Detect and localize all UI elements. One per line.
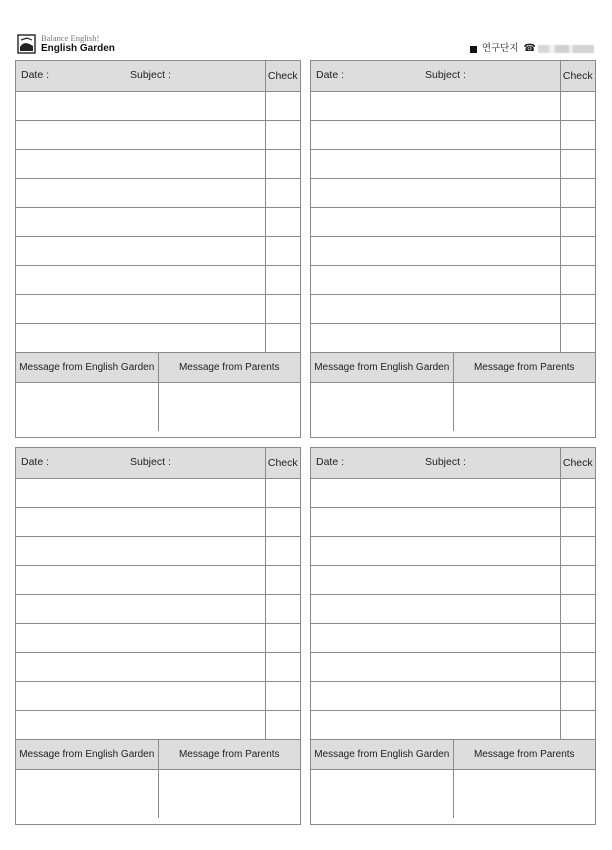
check-box[interactable] xyxy=(265,236,300,265)
assignment-entry-field[interactable] xyxy=(311,565,560,594)
assignment-entry-field[interactable] xyxy=(311,536,560,565)
subject-label: Subject : xyxy=(425,69,466,82)
check-box[interactable] xyxy=(560,681,595,710)
assignment-entry-field[interactable] xyxy=(16,91,265,120)
assignment-row xyxy=(16,265,300,294)
assignment-entry-field[interactable] xyxy=(16,710,265,739)
message-body-row xyxy=(16,383,300,431)
assignment-entry-field[interactable] xyxy=(16,623,265,652)
msg-garden-label: Message from English Garden xyxy=(16,353,158,383)
message-body-row xyxy=(311,383,595,431)
assignment-entry-field[interactable] xyxy=(16,652,265,681)
assignment-row xyxy=(311,681,595,710)
assignment-entry-field[interactable] xyxy=(16,265,265,294)
check-box[interactable] xyxy=(265,565,300,594)
assignment-entry-field[interactable] xyxy=(311,120,560,149)
check-label: Check xyxy=(560,61,595,91)
subject-label: Subject : xyxy=(425,456,466,469)
assignment-entry-field[interactable] xyxy=(311,294,560,323)
msg-parents-label: Message from Parents xyxy=(158,740,300,770)
check-label: Check xyxy=(560,448,595,478)
check-box[interactable] xyxy=(265,178,300,207)
logo-book-icon xyxy=(17,34,36,54)
assignment-row xyxy=(311,294,595,323)
date-label: Date : xyxy=(316,69,345,82)
check-box[interactable] xyxy=(560,149,595,178)
logo-tagline: Balance English! xyxy=(41,33,100,43)
assignment-entry-field[interactable] xyxy=(311,323,560,352)
assignment-row xyxy=(16,120,300,149)
check-box[interactable] xyxy=(265,507,300,536)
msg-garden-label: Message from English Garden xyxy=(16,740,158,770)
msg-garden-field[interactable] xyxy=(16,770,158,818)
assignment-row xyxy=(16,178,300,207)
check-box[interactable] xyxy=(560,478,595,507)
check-box[interactable] xyxy=(560,594,595,623)
assignment-row xyxy=(311,120,595,149)
message-header-row xyxy=(16,353,300,383)
phone-icon: ☎ xyxy=(523,43,536,54)
check-box[interactable] xyxy=(560,623,595,652)
assignment-row xyxy=(311,149,595,178)
msg-parents-field[interactable] xyxy=(158,770,300,818)
homework-sheet-top-left xyxy=(15,60,301,438)
check-box[interactable] xyxy=(560,265,595,294)
check-label: Check xyxy=(265,448,300,478)
assignment-row xyxy=(16,478,300,507)
check-box[interactable] xyxy=(560,710,595,739)
check-box[interactable] xyxy=(265,536,300,565)
date-label: Date : xyxy=(21,456,50,469)
check-box[interactable] xyxy=(265,681,300,710)
assignment-row xyxy=(311,323,595,352)
msg-garden-label: Message from English Garden xyxy=(311,740,453,770)
contact-info xyxy=(470,43,594,55)
assignment-row xyxy=(311,265,595,294)
assignment-row xyxy=(16,565,300,594)
assignment-row xyxy=(16,323,300,352)
assignment-table xyxy=(311,448,595,740)
message-table xyxy=(16,740,300,818)
check-box[interactable] xyxy=(560,91,595,120)
subject-label: Subject : xyxy=(130,456,171,469)
msg-parents-label: Message from Parents xyxy=(158,353,300,383)
msg-parents-label: Message from Parents xyxy=(453,353,595,383)
date-label: Date : xyxy=(316,456,345,469)
check-box[interactable] xyxy=(560,652,595,681)
check-box[interactable] xyxy=(265,594,300,623)
assignment-row xyxy=(16,91,300,120)
assignment-entry-field[interactable] xyxy=(311,594,560,623)
assignment-entry-field[interactable] xyxy=(16,536,265,565)
check-box[interactable] xyxy=(560,207,595,236)
logo-title: English Garden xyxy=(41,43,115,54)
msg-garden-label: Message from English Garden xyxy=(311,353,453,383)
check-box[interactable] xyxy=(560,536,595,565)
assignment-entry-field[interactable] xyxy=(311,623,560,652)
assignment-entry-field[interactable] xyxy=(311,265,560,294)
message-header-row xyxy=(311,740,595,770)
assignment-table xyxy=(16,61,300,353)
assignment-row xyxy=(311,623,595,652)
assignment-row xyxy=(16,594,300,623)
check-box[interactable] xyxy=(560,178,595,207)
message-table xyxy=(311,740,595,818)
assignment-entry-field[interactable] xyxy=(311,91,560,120)
assignment-header-row xyxy=(311,61,595,91)
assignment-entry-field[interactable] xyxy=(16,149,265,178)
assignment-row xyxy=(311,178,595,207)
assignment-row xyxy=(311,207,595,236)
assignment-row xyxy=(311,565,595,594)
assignment-entry-field[interactable] xyxy=(16,565,265,594)
assignment-row xyxy=(16,507,300,536)
assignment-entry-field[interactable] xyxy=(16,207,265,236)
assignment-row xyxy=(311,478,595,507)
check-box[interactable] xyxy=(265,265,300,294)
assignment-row xyxy=(16,652,300,681)
check-box[interactable] xyxy=(265,91,300,120)
check-box[interactable] xyxy=(265,207,300,236)
assignment-row xyxy=(311,652,595,681)
assignment-entry-field[interactable] xyxy=(311,478,560,507)
message-body-row xyxy=(311,770,595,818)
homework-sheet-top-right xyxy=(310,60,596,438)
assignment-entry-field[interactable] xyxy=(16,323,265,352)
assignment-entry-field[interactable] xyxy=(311,207,560,236)
assignment-entry-field[interactable] xyxy=(16,294,265,323)
check-box[interactable] xyxy=(560,323,595,352)
assignment-row xyxy=(16,294,300,323)
msg-garden-field[interactable] xyxy=(311,770,453,818)
assignment-entry-field[interactable] xyxy=(311,178,560,207)
msg-parents-field[interactable] xyxy=(453,770,595,818)
assignment-table xyxy=(16,448,300,740)
check-box[interactable] xyxy=(560,507,595,536)
assignment-entry-field[interactable] xyxy=(16,507,265,536)
subject-label: Subject : xyxy=(130,69,171,82)
check-box[interactable] xyxy=(265,149,300,178)
msg-parents-label: Message from Parents xyxy=(453,740,595,770)
assignment-row xyxy=(16,623,300,652)
check-box[interactable] xyxy=(265,478,300,507)
assignment-row xyxy=(311,507,595,536)
assignment-row xyxy=(16,536,300,565)
assignment-row xyxy=(16,207,300,236)
logo xyxy=(17,33,117,57)
msg-parents-field[interactable] xyxy=(158,383,300,431)
page-header xyxy=(0,0,612,60)
date-label: Date : xyxy=(21,69,50,82)
assignment-row xyxy=(16,710,300,739)
message-table xyxy=(16,353,300,431)
assignment-entry-field[interactable] xyxy=(16,178,265,207)
assignment-entry-field[interactable] xyxy=(16,478,265,507)
homework-sheet-bottom-right xyxy=(310,447,596,825)
assignment-header-row xyxy=(16,61,300,91)
check-box[interactable] xyxy=(560,294,595,323)
assignment-table xyxy=(311,61,595,353)
assignment-row xyxy=(311,536,595,565)
check-box[interactable] xyxy=(265,710,300,739)
contact-label: 연구단지 xyxy=(481,43,519,54)
check-box[interactable] xyxy=(265,652,300,681)
check-box[interactable] xyxy=(265,323,300,352)
assignment-row xyxy=(16,236,300,265)
message-header-row xyxy=(16,740,300,770)
check-box[interactable] xyxy=(265,623,300,652)
assignment-header-row xyxy=(16,448,300,478)
check-label: Check xyxy=(265,61,300,91)
assignment-entry-field[interactable] xyxy=(16,681,265,710)
assignment-row xyxy=(311,91,595,120)
assignment-row xyxy=(16,149,300,178)
msg-garden-field[interactable] xyxy=(311,383,453,431)
check-box[interactable] xyxy=(560,565,595,594)
check-box[interactable] xyxy=(265,120,300,149)
check-box[interactable] xyxy=(560,236,595,265)
assignment-row xyxy=(311,236,595,265)
homework-sheet-bottom-left xyxy=(15,447,301,825)
assignment-row xyxy=(311,594,595,623)
assignment-entry-field[interactable] xyxy=(16,236,265,265)
assignment-entry-field[interactable] xyxy=(16,594,265,623)
assignment-entry-field[interactable] xyxy=(311,507,560,536)
check-box[interactable] xyxy=(560,120,595,149)
check-box[interactable] xyxy=(265,294,300,323)
assignment-entry-field[interactable] xyxy=(311,681,560,710)
message-header-row xyxy=(311,353,595,383)
msg-garden-field[interactable] xyxy=(16,383,158,431)
square-bullet-icon xyxy=(470,46,477,53)
assignment-row xyxy=(311,710,595,739)
redacted-phone-number xyxy=(538,45,594,53)
assignment-entry-field[interactable] xyxy=(311,149,560,178)
assignment-entry-field[interactable] xyxy=(311,236,560,265)
msg-parents-field[interactable] xyxy=(453,383,595,431)
assignment-header-row xyxy=(311,448,595,478)
message-body-row xyxy=(16,770,300,818)
assignment-row xyxy=(16,681,300,710)
assignment-entry-field[interactable] xyxy=(311,710,560,739)
assignment-entry-field[interactable] xyxy=(311,652,560,681)
assignment-entry-field[interactable] xyxy=(16,120,265,149)
message-table xyxy=(311,353,595,431)
